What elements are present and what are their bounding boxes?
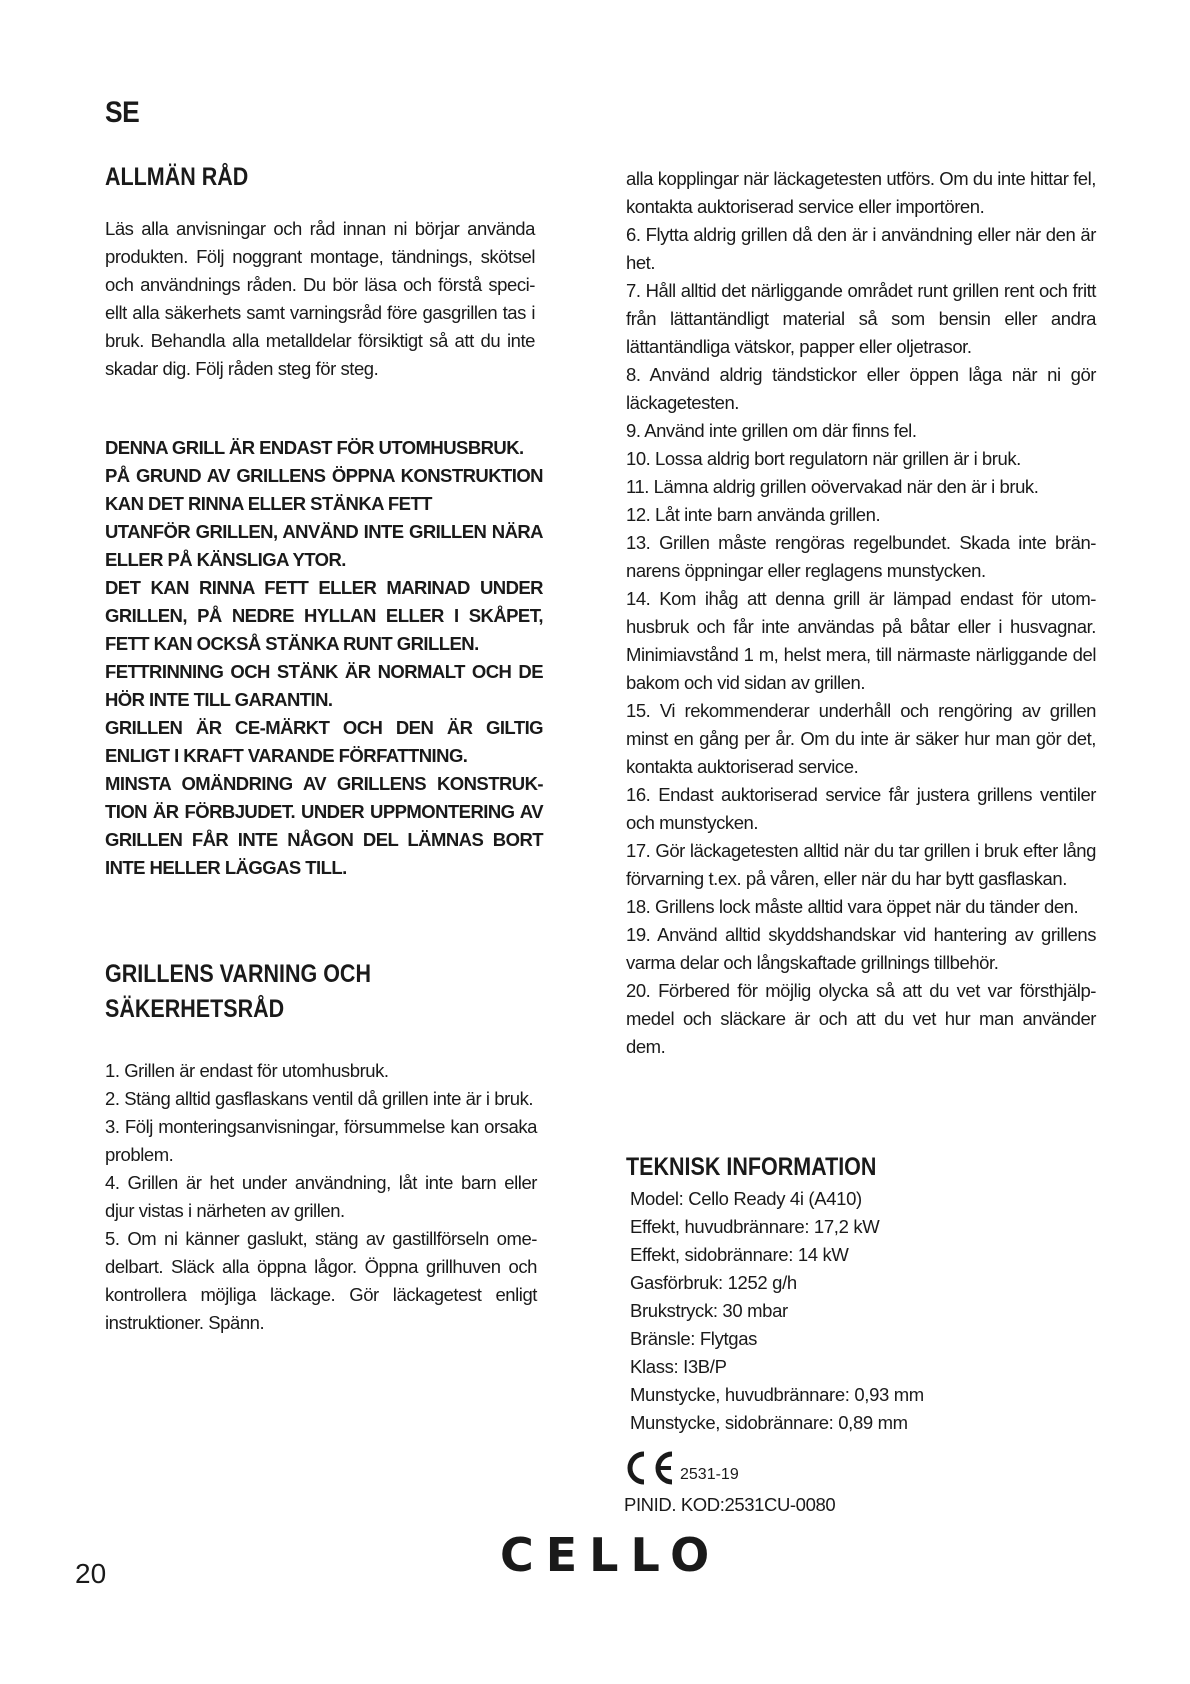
safety-item: alla kopplingar när läckagetesten utförs. Om du inte hittar fel, kontakta auktoriserad service eller importören. [626, 168, 1096, 217]
brand-logo [500, 1528, 721, 1582]
technical-line: Munstycke, huvudbrännare: 0,93 mm [630, 1384, 924, 1405]
technical-line: Munstycke, sidobrännare: 0,89 mm [630, 1412, 908, 1433]
warning-line: MINSTA OMÄNDRING AV GRILLENS KONSTRUK-TION ÄR FÖRBJUDET. UNDER UPPMONTERING AV GRILLEN FÅR INTE NÅGON DEL LÄMNAS BORT INTE HELLER LÄGGAS TILL. [105, 773, 543, 878]
warning-line: DENNA GRILL ÄR ENDAST FÖR UTOMHUSBRUK. [105, 437, 524, 458]
general-advice-heading: ALLMÄN RÅD [105, 163, 249, 191]
safety-item: 10. Lossa aldrig bort regulatorn när grillen är i bruk. [626, 448, 1021, 469]
page-number: 20 [75, 1558, 107, 1589]
safety-heading-line: SÄKERHETSRÅD [105, 995, 285, 1023]
technical-info-heading: TEKNISK INFORMATION [626, 1153, 877, 1181]
safety-item: 12. Låt inte barn använda grillen. [626, 504, 881, 525]
safety-item: 11. Lämna aldrig grillen oövervakad när den är i bruk. [626, 476, 1039, 497]
technical-line: Klass: I3B/P [630, 1356, 727, 1377]
safety-item: 15. Vi rekommenderar underhåll och rengöring av grillen minst en gång per år. Om du inte är säker hur man gör det, kontakta auktoriserad service. [626, 700, 1096, 777]
safety-item: 18. Grillens lock måste alltid vara öppet när du tänder den. [626, 896, 1079, 917]
safety-list-right [626, 165, 1096, 1061]
safety-item: 7. Håll alltid det närliggande området runt grillen rent och fritt från lättantändligt material så som bensin eller andra lättantändliga vätskor, papper eller oljetrasor. [626, 280, 1096, 357]
warning-line: UTANFÖR GRILLEN, ANVÄND INTE GRILLEN NÄRA ELLER PÅ KÄNSLIGA YTOR. [105, 521, 543, 570]
general-advice-section [105, 160, 535, 383]
ce-code: 2531-19 [680, 1466, 739, 1483]
safety-item: 13. Grillen måste rengöras regelbundet. Skada inte brän-narens öppningar eller reglagens munstycken. [626, 532, 1096, 581]
safety-heading [105, 957, 535, 1027]
safety-heading-line: GRILLENS VARNING OCH [105, 960, 371, 988]
warning-block [105, 434, 543, 882]
safety-item: 20. Förbered för möjlig olycka så att du vet var försthjälp-medel och släckare är och att du vet hur man använder dem. [626, 980, 1096, 1057]
technical-info-section [627, 1150, 1027, 1437]
safety-item: 5. Om ni känner gaslukt, stäng av gastillförseln ome-delbart. Släck alla öppna lågor. Öppna grillhuven och kontrollera möjliga läckage. Gör läckagetest enligt instruktioner. Spänn. [105, 1228, 537, 1333]
safety-item: 14. Kom ihåg att denna grill är lämpad endast för utom-husbruk och får inte användas på båtar eller i husvagnar. Minimiavstånd 1 m, helst mera, till närmaste närliggande del bakom och vid sidan av grillen. [626, 588, 1096, 693]
pinid-code: PINID. KOD:2531CU-0080 [624, 1494, 836, 1515]
warning-line: FETTRINNING OCH STÄNK ÄR NORMALT OCH DE HÖR INTE TILL GARANTIN. [105, 661, 543, 710]
safety-item: 3. Följ monteringsanvisningar, försummelse kan orsaka problem. [105, 1116, 537, 1165]
safety-item: 1. Grillen är endast för utomhusbruk. [105, 1060, 389, 1081]
ce-marking [622, 1450, 739, 1491]
language-code: SE [105, 96, 140, 129]
safety-item: 17. Gör läckagetesten alltid när du tar grillen i bruk efter lång förvarning t.ex. på våren, eller när du har bytt gasflaskan. [626, 840, 1096, 889]
technical-line: Effekt, huvudbrännare: 17,2 kW [630, 1216, 880, 1237]
safety-item: 8. Använd aldrig tändstickor eller öppen låga när ni gör läckagetesten. [626, 364, 1096, 413]
safety-list-left [105, 1057, 537, 1337]
safety-item: 6. Flytta aldrig grillen då den är i användning eller när den är het. [626, 224, 1096, 273]
warning-line: DET KAN RINNA FETT ELLER MARINAD UNDER GRILLEN, PÅ NEDRE HYLLAN ELLER I SKÅPET, FETT KAN OCKSÅ STÄNKA RUNT GRILLEN. [105, 577, 543, 654]
safety-item: 9. Använd inte grillen om där finns fel. [626, 420, 917, 441]
warning-line: GRILLEN ÄR CE-MÄRKT OCH DEN ÄR GILTIG ENLIGT I KRAFT VARANDE FÖRFATTNING. [105, 717, 543, 766]
safety-item: 2. Stäng alltid gasflaskans ventil då grillen inte är i bruk. [105, 1088, 534, 1109]
warning-line: PÅ GRUND AV GRILLENS ÖPPNA KONSTRUKTION KAN DET RINNA ELLER STÄNKA FETT [105, 465, 543, 514]
technical-line: Bränsle: Flytgas [630, 1328, 758, 1349]
safety-item: 4. Grillen är het under användning, låt inte barn eller djur vistas i närheten av grillen. [105, 1172, 537, 1221]
general-advice-text: Läs alla anvisningar och råd innan ni börjar använda produkten. Följ noggrant montage, tändnings, skötsel och användnings råden. Du bör läsa och förstå speci-ellt alla säkerhets samt varningsråd före gasgrillen tas i bruk. Behandla alla metalldelar försiktigt så att du inte skadar dig. Följ råden steg för steg. [105, 218, 535, 379]
technical-line: Effekt, sidobrännare: 14 kW [630, 1244, 849, 1265]
technical-line: Model: Cello Ready 4i (A410) [630, 1188, 862, 1209]
technical-line: Gasförbruk: 1252 g/h [630, 1272, 797, 1293]
ce-mark-icon [622, 1450, 678, 1486]
brand-logo-text: CELLO [500, 1528, 722, 1582]
safety-item: 19. Använd alltid skyddshandskar vid hantering av grillens varma delar och långskaftade grillnings tillbehör. [626, 924, 1096, 973]
safety-item: 16. Endast auktoriserad service får justera grillens ventiler och munstycken. [626, 784, 1096, 833]
technical-line: Brukstryck: 30 mbar [630, 1300, 788, 1321]
